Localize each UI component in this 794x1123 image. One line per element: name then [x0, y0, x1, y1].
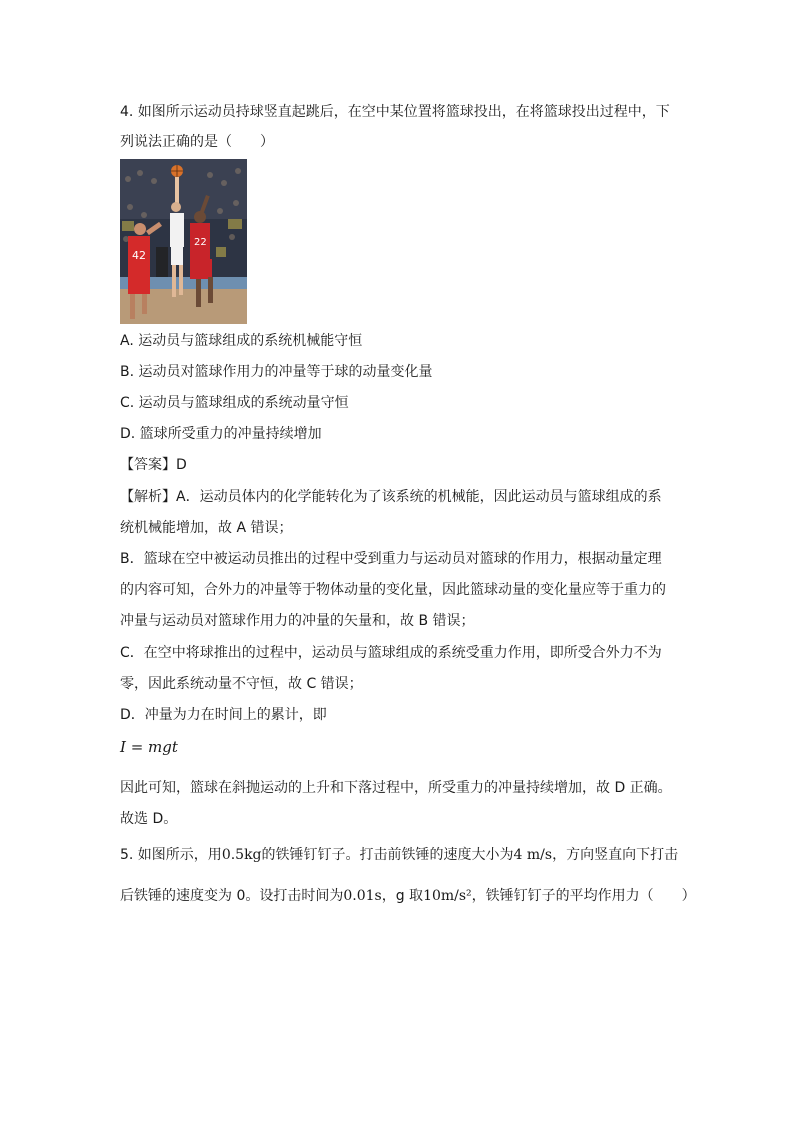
jersey-number-22: 22 — [194, 237, 207, 248]
analysis-line: 的内容可知，合外力的冲量等于物体动量的变化量，因此篮球动量的变化量应等于重力的 — [120, 582, 666, 598]
q4-stem-line-1: 4. 如图所示运动员持球竖直起跳后，在空中某位置将篮球投出，在将篮球投出过程中，下 — [120, 104, 670, 120]
q4-option-a: A. 运动员与篮球组成的系统机械能守恒 — [120, 333, 363, 349]
analysis-line: 【解析】A．运动员体内的化学能转化为了该系统的机械能，因此运动员与篮球组成的系 — [120, 489, 662, 505]
q5-speed-value: 4 m/s — [513, 847, 553, 863]
conclusion-line: 故选 D。 — [120, 811, 178, 827]
conclusion-line: 因此可知，篮球在斜抛运动的上升和下落过程中，所受重力的冲量持续增加，故 D 正确。 — [120, 780, 672, 796]
q4-stem-line-2: 列说法正确的是（ ） — [120, 134, 274, 150]
q5-text: ，g 取 — [381, 888, 424, 904]
q4-option-b: B. 运动员对篮球作用力的冲量等于球的动量变化量 — [120, 364, 433, 380]
q5-stem-line-1 — [120, 845, 678, 865]
q4-option-c: C. 运动员与篮球组成的系统动量守恒 — [120, 395, 349, 411]
q5-text: 后铁锤的速度变为 0。设打击时间为 — [120, 888, 344, 904]
q5-text: 5. 如图所示，用 — [120, 847, 222, 863]
analysis-line: D．冲量为力在时间上的累计，即 — [120, 707, 327, 723]
analysis-line: 零，因此系统动量不守恒，故 C 错误； — [120, 676, 363, 692]
analysis-line: 冲量与运动员对篮球作用力的冲量的矢量和，故 B 错误； — [120, 613, 475, 629]
q4-answer: 【答案】D — [120, 457, 187, 473]
q5-gravity-value: 10m/s² — [423, 888, 472, 904]
q5-text: ，铁锤钉钉子的平均作用力（ ） — [471, 888, 696, 904]
q4-option-d: D. 篮球所受重力的冲量持续增加 — [120, 426, 322, 442]
jersey-number-42: 42 — [132, 249, 146, 262]
q5-text: 的铁锤钉钉子。打击前铁锤的速度大小为 — [261, 847, 514, 863]
basketball-photo — [120, 159, 247, 324]
analysis-line: C．在空中将球推出的过程中，运动员与篮球组成的系统受重力作用，即所受合外力不为 — [120, 645, 662, 661]
q5-stem-line-2 — [120, 886, 696, 906]
analysis-line: 统机械能增加，故 A 错误； — [120, 520, 293, 536]
q5-text: ，方向竖直向下打击 — [552, 847, 679, 863]
q5-mass-value: 0.5kg — [221, 847, 262, 863]
impulse-formula: I = mgt — [120, 738, 178, 756]
q5-time-value: 0.01s — [343, 888, 382, 904]
analysis-line: B．篮球在空中被运动员推出的过程中受到重力与运动员对篮球的作用力，根据动量定理 — [120, 551, 662, 567]
